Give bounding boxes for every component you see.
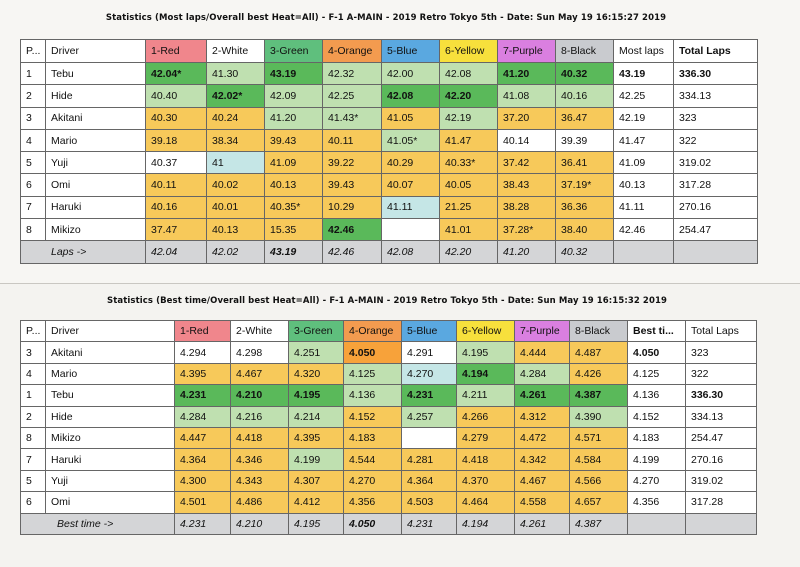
footer-empty [628,513,686,534]
cell-position: 4 [21,363,46,384]
cell-value: 4.412 [289,492,344,513]
cell-best-time: 4.199 [628,449,686,470]
footer-empty [674,241,758,263]
footer-value: 4.195 [289,513,344,534]
cell-value: 10.29 [323,196,382,218]
cell-value: 4.211 [457,385,515,406]
cell-value: 40.16 [556,85,614,107]
cell-value: 15.35 [265,219,323,241]
cell-value: 41.11 [382,196,440,218]
cell-value: 41.05* [382,129,440,151]
cell-value: 4.390 [570,406,628,427]
cell-value: 4.195 [457,342,515,363]
cell-position: 7 [21,449,46,470]
cell-driver: Hide [46,85,146,107]
cell-value: 4.284 [175,406,231,427]
cell-value: 4.257 [402,406,457,427]
cell-value: 4.566 [570,470,628,491]
cell-value: 38.28 [498,196,556,218]
col-header-red[interactable]: 1-Red [146,40,207,63]
cell-total-laps: 319.02 [686,470,757,491]
cell-value: 4.194 [457,363,515,384]
cell-total-laps: 322 [674,129,758,151]
cell-driver: Haruki [46,449,175,470]
cell-value: 4.125 [344,363,402,384]
cell-driver: Tebu [46,63,146,85]
cell-value: 4.284 [515,363,570,384]
cell-value: 42.20 [440,85,498,107]
table-row [21,363,757,384]
best-time-title: Statistics (Best time/Overall best Heat=All) - F-1 A-MAIN - 2019 Retro Tokyo 5th - Date: Sun May 19 16:15:32 2019 [107,296,667,306]
cell-value: 36.36 [556,196,614,218]
cell-position: 3 [21,342,46,363]
cell-value: 39.22 [323,152,382,174]
cell-value: 36.47 [556,107,614,129]
cell-position: 6 [21,174,46,196]
table-header-row [21,40,758,63]
cell-value: 4.558 [515,492,570,513]
cell-best-time: 4.183 [628,427,686,448]
most-laps-table [20,39,758,264]
cell-value: 40.16 [146,196,207,218]
col-header-orange[interactable]: 4-Orange [323,40,382,63]
cell-value: 41.08 [498,85,556,107]
cell-value: 4.364 [402,470,457,491]
cell-value: 4.152 [344,406,402,427]
footer-value: 4.050 [344,513,402,534]
col-header-position[interactable]: P... [21,40,46,63]
cell-value: 4.343 [231,470,289,491]
cell-value: 40.11 [323,129,382,151]
col-header-green[interactable]: 3-Green [289,321,344,342]
cell-value: 4.584 [570,449,628,470]
cell-value: 4.356 [344,492,402,513]
col-header-driver[interactable]: Driver [46,321,175,342]
cell-value: 43.19 [265,63,323,85]
cell-value: 4.266 [457,406,515,427]
cell-value: 42.00 [382,63,440,85]
cell-most-laps: 40.13 [614,174,674,196]
most-laps-title: Statistics (Most laps/Overall best Heat=All) - F-1 A-MAIN - 2019 Retro Tokyo 5th - Date: Sun May 19 16:15:27 2019 [105,13,667,23]
cell-value: 40.07 [382,174,440,196]
footer-value: 42.02 [207,241,265,263]
cell-driver: Hide [46,406,175,427]
cell-value: 42.19 [440,107,498,129]
cell-value: 4.544 [344,449,402,470]
cell-most-laps: 43.19 [614,63,674,85]
cell-value: 4.370 [457,470,515,491]
cell-value: 4.231 [175,385,231,406]
table-row [21,427,757,448]
cell-value: 4.346 [231,449,289,470]
cell-driver: Akitani [46,342,175,363]
cell-value: 4.395 [175,363,231,384]
col-header-blue[interactable]: 5-Blue [382,40,440,63]
cell-total-laps: 319.02 [674,152,758,174]
cell-value: 4.426 [570,363,628,384]
cell-value: 37.42 [498,152,556,174]
col-header-red[interactable]: 1-Red [175,321,231,342]
table-row [21,174,758,196]
cell-best-time: 4.050 [628,342,686,363]
cell-value: 4.300 [175,470,231,491]
cell-position: 1 [21,385,46,406]
cell-value: 4.342 [515,449,570,470]
cell-value: 40.30 [146,107,207,129]
cell-most-laps: 41.09 [614,152,674,174]
cell-value: 4.501 [175,492,231,513]
cell-value: 39.39 [556,129,614,151]
footer-value: 41.20 [498,241,556,263]
table-row [21,85,758,107]
cell-value [402,427,457,448]
cell-value: 40.33* [440,152,498,174]
cell-value: 40.29 [382,152,440,174]
cell-value: 39.18 [146,129,207,151]
cell-value: 4.261 [515,385,570,406]
cell-value: 4.199 [289,449,344,470]
footer-value: 42.20 [440,241,498,263]
cell-most-laps: 42.46 [614,219,674,241]
cell-value: 38.34 [207,129,265,151]
cell-value: 4.210 [231,385,289,406]
best-time-table [20,320,757,535]
cell-value: 40.40 [146,85,207,107]
cell-position: 6 [21,492,46,513]
cell-value: 4.216 [231,406,289,427]
cell-value: 42.04* [146,63,207,85]
col-header-white[interactable]: 2-White [207,40,265,63]
cell-value: 4.418 [231,427,289,448]
table-row [21,107,758,129]
cell-value: 42.25 [323,85,382,107]
cell-value: 41 [207,152,265,174]
cell-driver: Yuji [46,152,146,174]
cell-value: 4.294 [175,342,231,363]
cell-value: 4.251 [289,342,344,363]
cell-position: 5 [21,470,46,491]
cell-best-time: 4.125 [628,363,686,384]
cell-value: 4.657 [570,492,628,513]
cell-value: 41.01 [440,219,498,241]
cell-value: 41.30 [207,63,265,85]
cell-driver: Mario [46,363,175,384]
cell-total-laps: 254.47 [674,219,758,241]
cell-value: 37.20 [498,107,556,129]
table-row [21,152,758,174]
col-header-position[interactable]: P... [21,321,46,342]
footer-value: 42.46 [323,241,382,263]
footer-value: 43.19 [265,241,323,263]
cell-value: 4.050 [344,342,402,363]
cell-value: 4.395 [289,427,344,448]
cell-position: 5 [21,152,46,174]
col-header-total-laps[interactable]: Total Laps [686,321,757,342]
cell-value: 40.13 [207,219,265,241]
table-footer-row [21,513,757,534]
cell-value: 37.28* [498,219,556,241]
cell-value: 4.464 [457,492,515,513]
footer-label: Best time -> [21,513,175,534]
cell-value: 38.40 [556,219,614,241]
cell-value: 41.47 [440,129,498,151]
cell-value [382,219,440,241]
cell-value: 4.231 [402,385,457,406]
cell-driver: Omi [46,174,146,196]
cell-value: 40.11 [146,174,207,196]
cell-position: 7 [21,196,46,218]
footer-value: 4.210 [231,513,289,534]
cell-total-laps: 336.30 [686,385,757,406]
footer-value: 4.231 [175,513,231,534]
cell-total-laps: 323 [686,342,757,363]
cell-value: 40.01 [207,196,265,218]
cell-value: 4.447 [175,427,231,448]
cell-value: 4.270 [402,363,457,384]
table-footer-row [21,241,758,263]
cell-value: 4.183 [344,427,402,448]
cell-value: 4.571 [570,427,628,448]
cell-value: 4.281 [402,449,457,470]
cell-most-laps: 41.47 [614,129,674,151]
cell-total-laps: 322 [686,363,757,384]
footer-value: 42.04 [146,241,207,263]
cell-value: 40.37 [146,152,207,174]
cell-value: 4.270 [344,470,402,491]
table-row [21,129,758,151]
cell-position: 4 [21,129,46,151]
col-header-yellow[interactable]: 6-Yellow [457,321,515,342]
cell-value: 4.472 [515,427,570,448]
cell-value: 4.291 [402,342,457,363]
footer-value: 42.08 [382,241,440,263]
cell-total-laps: 323 [674,107,758,129]
footer-value: 40.32 [556,241,614,263]
footer-empty [614,241,674,263]
cell-value: 40.05 [440,174,498,196]
cell-value: 41.05 [382,107,440,129]
cell-value: 4.418 [457,449,515,470]
cell-value: 41.43* [323,107,382,129]
cell-value: 42.46 [323,219,382,241]
cell-best-time: 4.152 [628,406,686,427]
cell-value: 42.02* [207,85,265,107]
cell-value: 4.503 [402,492,457,513]
cell-total-laps: 270.16 [674,196,758,218]
cell-most-laps: 42.19 [614,107,674,129]
cell-value: 4.467 [515,470,570,491]
cell-driver: Tebu [46,385,175,406]
table-row [21,470,757,491]
col-header-yellow[interactable]: 6-Yellow [440,40,498,63]
col-header-driver[interactable]: Driver [46,40,146,63]
col-header-purple[interactable]: 7-Purple [498,40,556,63]
footer-value: 4.387 [570,513,628,534]
table-row [21,385,757,406]
cell-driver: Mikizo [46,427,175,448]
cell-most-laps: 42.25 [614,85,674,107]
table-row [21,342,757,363]
col-header-purple[interactable]: 7-Purple [515,321,570,342]
cell-value: 37.47 [146,219,207,241]
cell-most-laps: 41.11 [614,196,674,218]
cell-value: 4.364 [175,449,231,470]
cell-value: 4.312 [515,406,570,427]
cell-value: 4.279 [457,427,515,448]
footer-value: 4.194 [457,513,515,534]
table-row [21,196,758,218]
cell-value: 40.24 [207,107,265,129]
cell-value: 4.195 [289,385,344,406]
cell-value: 42.08 [440,63,498,85]
table-row [21,406,757,427]
cell-position: 8 [21,427,46,448]
cell-value: 42.09 [265,85,323,107]
cell-value: 4.487 [570,342,628,363]
cell-value: 4.467 [231,363,289,384]
cell-total-laps: 270.16 [686,449,757,470]
cell-position: 3 [21,107,46,129]
cell-best-time: 4.356 [628,492,686,513]
cell-driver: Mario [46,129,146,151]
col-header-orange[interactable]: 4-Orange [344,321,402,342]
cell-value: 40.02 [207,174,265,196]
table-header-row [21,321,757,342]
cell-driver: Mikizo [46,219,146,241]
cell-total-laps: 317.28 [674,174,758,196]
col-header-black[interactable]: 8-Black [570,321,628,342]
cell-value: 4.320 [289,363,344,384]
cell-position: 8 [21,219,46,241]
table-row [21,63,758,85]
cell-value: 40.13 [265,174,323,196]
table-row [21,492,757,513]
cell-best-time: 4.136 [628,385,686,406]
col-header-total-laps[interactable]: Total Laps [674,40,758,63]
cell-value: 4.214 [289,406,344,427]
footer-label: Laps -> [21,241,146,263]
cell-total-laps: 334.13 [674,85,758,107]
footer-empty [686,513,757,534]
cell-value: 4.387 [570,385,628,406]
cell-value: 42.08 [382,85,440,107]
cell-value: 41.20 [265,107,323,129]
cell-value: 41.09 [265,152,323,174]
cell-value: 4.136 [344,385,402,406]
cell-driver: Omi [46,492,175,513]
cell-value: 36.41 [556,152,614,174]
cell-total-laps: 334.13 [686,406,757,427]
cell-driver: Haruki [46,196,146,218]
cell-position: 2 [21,85,46,107]
cell-value: 4.307 [289,470,344,491]
cell-value: 39.43 [265,129,323,151]
col-header-black[interactable]: 8-Black [556,40,614,63]
col-header-most-laps[interactable]: Most laps [614,40,674,63]
table-row [21,449,757,470]
cell-value: 37.19* [556,174,614,196]
cell-value: 40.14 [498,129,556,151]
footer-value: 4.261 [515,513,570,534]
cell-best-time: 4.270 [628,470,686,491]
col-header-green[interactable]: 3-Green [265,40,323,63]
cell-driver: Yuji [46,470,175,491]
cell-position: 2 [21,406,46,427]
cell-value: 4.298 [231,342,289,363]
cell-value: 4.486 [231,492,289,513]
cell-value: 42.32 [323,63,382,85]
cell-driver: Akitani [46,107,146,129]
cell-value: 41.20 [498,63,556,85]
cell-total-laps: 336.30 [674,63,758,85]
cell-value: 4.444 [515,342,570,363]
col-header-best-time[interactable]: Best ti... [628,321,686,342]
col-header-white[interactable]: 2-White [231,321,289,342]
footer-value: 4.231 [402,513,457,534]
col-header-blue[interactable]: 5-Blue [402,321,457,342]
cell-value: 21.25 [440,196,498,218]
cell-value: 38.43 [498,174,556,196]
cell-value: 39.43 [323,174,382,196]
cell-total-laps: 317.28 [686,492,757,513]
cell-position: 1 [21,63,46,85]
cell-total-laps: 254.47 [686,427,757,448]
cell-value: 40.35* [265,196,323,218]
table-row [21,219,758,241]
cell-value: 40.32 [556,63,614,85]
